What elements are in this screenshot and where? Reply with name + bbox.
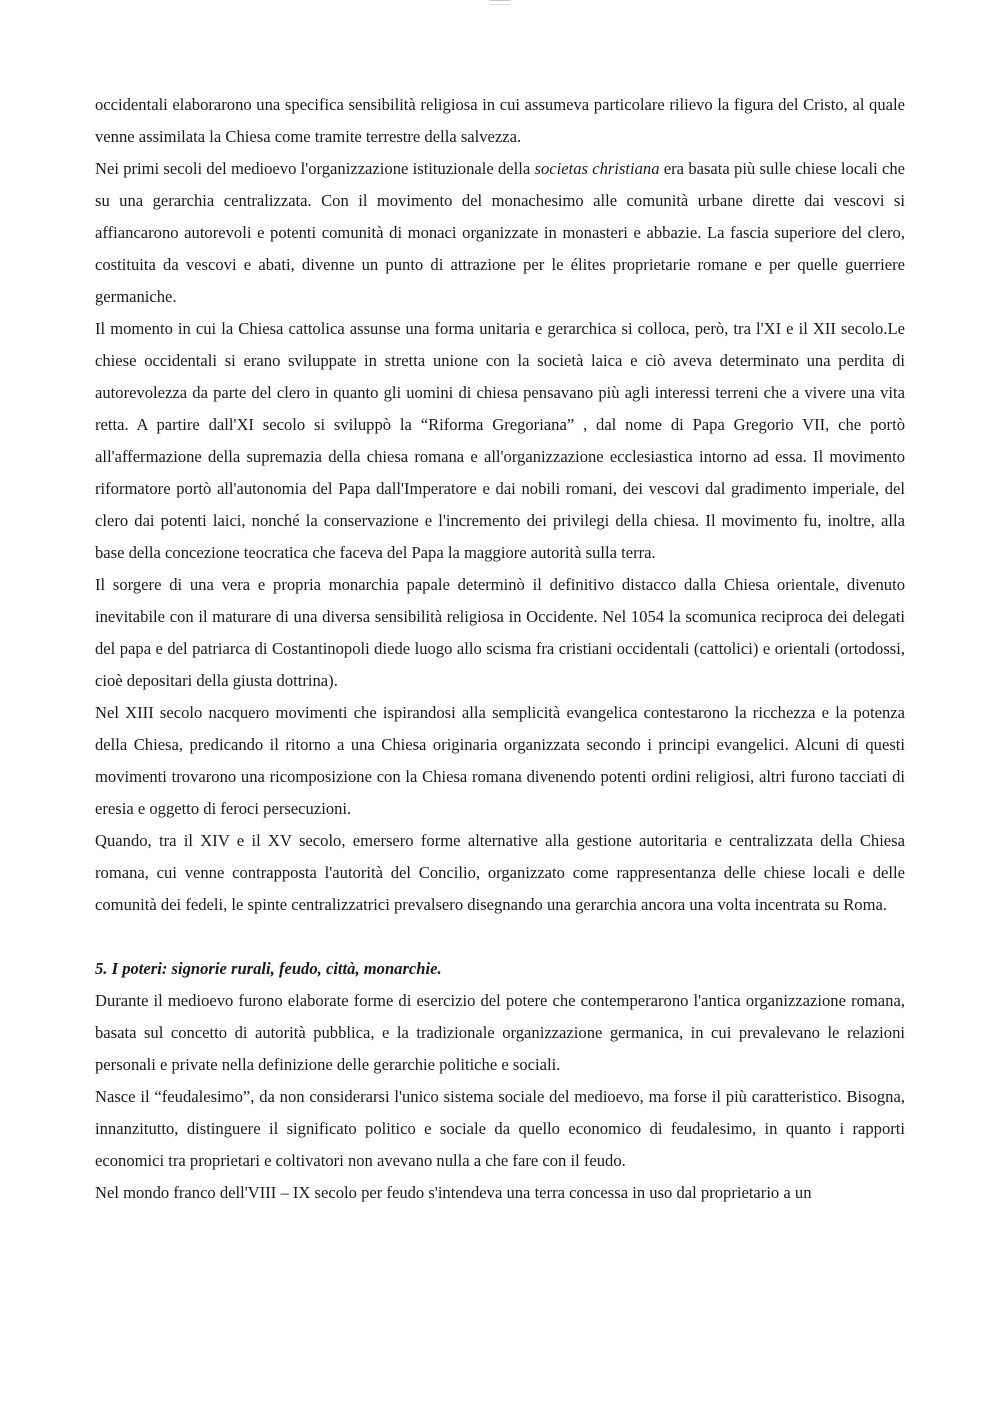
paragraph (95, 313, 905, 569)
paragraph (95, 985, 905, 1081)
paragraph (95, 153, 905, 313)
text-segment: Nel XIII secolo nacquero movimenti che ispirandosi alla semplicità evangelica contestarono la ricchezza e la potenza della Chiesa, predicando il ritorno a una Chiesa originaria organizzata secondo i principi evangelici. Alcuni di questi movimenti trovarono una ricomposizione con la Chiesa romana divenendo potenti ordini religiosi, altri furono tacciati di eresia e oggetto di feroci persecuzioni. (95, 703, 905, 818)
paragraph (95, 569, 905, 697)
italic-phrase: societas christiana (534, 159, 660, 178)
paragraph (95, 1177, 905, 1209)
text-segment: occidentali elaborarono una specifica sensibilità religiosa in cui assumeva particolare rilievo la figura del Cristo, al quale venne assimilata la Chiesa come tramite terrestre della salvezza. (95, 95, 905, 146)
text-segment: Il sorgere di una vera e propria monarchia papale determinò il definitivo distacco dalla Chiesa orientale, divenuto inevitabile con il maturare di una diversa sensibilità religiosa in Occidente. Nel 1054 la scomunica reciproca dei delegati del papa e del patriarca di Costantinopoli diede luogo allo scisma fra cristiani occidentali (cattolici) e orientali (ortodossi, cioè depositari della giusta dottrina). (95, 575, 905, 690)
text-segment: Nei primi secoli del medioevo l'organizzazione istituzionale della (95, 159, 535, 178)
text-segment: era basata più sulle chiese locali che su una gerarchia centralizzata. Con il movimento del monachesimo alle comunità urbane dirette dai vescovi si affiancarono autorevoli e potenti comunità di monaci organizzate in monasteri e abbazie. La fascia superiore del clero, costituita da vescovi e abati, divenne un punto di attrazione per le élites proprietarie romane e per quelle guerriere germaniche. (95, 159, 905, 306)
page-top-mark (489, 0, 511, 5)
paragraph (95, 89, 905, 153)
text-segment: Il momento in cui la Chiesa cattolica assunse una forma unitaria e gerarchica si colloca, però, tra l'XI e il XII secolo.Le chiese occidentali si erano sviluppate in stretta unione con la società laica e ciò aveva determinato una perdita di autorevolezza da parte del clero in quanto gli uomini di chiesa pensavano più agli interessi terreni che a vivere una vita retta. A partire dall'XI secolo si sviluppò la “Riforma Gregoriana” , dal nome di Papa Gregorio VII, che portò all'affermazione della supremazia della chiesa romana e all'organizzazione ecclesiastica intorno ad essa. Il movimento riformatore portò all'autonomia del Papa dall'Imperatore e dai nobili romani, dei vescovi dal gradimento imperiale, del clero dai potenti laici, nonché la conservazione e l'incremento dei privilegi della chiesa. Il movimento fu, inoltre, alla base della concezione teocratica che faceva del Papa la maggiore autorità sulla terra. (95, 319, 905, 562)
section-heading: 5. I poteri: signorie rurali, feudo, città, monarchie. (95, 959, 442, 978)
text-segment: Durante il medioevo furono elaborate forme di esercizio del potere che contemperarono l'antica organizzazione romana, basata sul concetto di autorità pubblica, e la tradizionale organizzazione germanica, in cui prevalevano le relazioni personali e private nella definizione delle gerarchie politiche e sociali. (95, 991, 905, 1074)
paragraph (95, 697, 905, 825)
document-body (95, 89, 905, 1209)
paragraph (95, 1081, 905, 1177)
paragraph (95, 825, 905, 921)
text-segment: Quando, tra il XIV e il XV secolo, emersero forme alternative alla gestione autoritaria e centralizzata della Chiesa romana, cui venne contrapposta l'autorità del Concilio, organizzato come rappresentanza delle chiese locali e delle comunità dei fedeli, le spinte centralizzatrici prevalsero disegnando una gerarchia ancora una volta incentrata su Roma. (95, 831, 905, 914)
paragraphs-before-heading (95, 89, 905, 921)
paragraphs-after-heading (95, 985, 905, 1209)
text-segment: Nel mondo franco dell'VIII – IX secolo per feudo s'intendeva una terra concessa in uso dal proprietario a un (95, 1183, 812, 1202)
text-segment: Nasce il “feudalesimo”, da non considerarsi l'unico sistema sociale del medioevo, ma forse il più caratteristico. Bisogna, innanzitutto, distinguere il significato politico e sociale da quello economico di feudalesimo, in quanto i rapporti economici tra proprietari e coltivatori non avevano nulla a che fare con il feudo. (95, 1087, 905, 1170)
